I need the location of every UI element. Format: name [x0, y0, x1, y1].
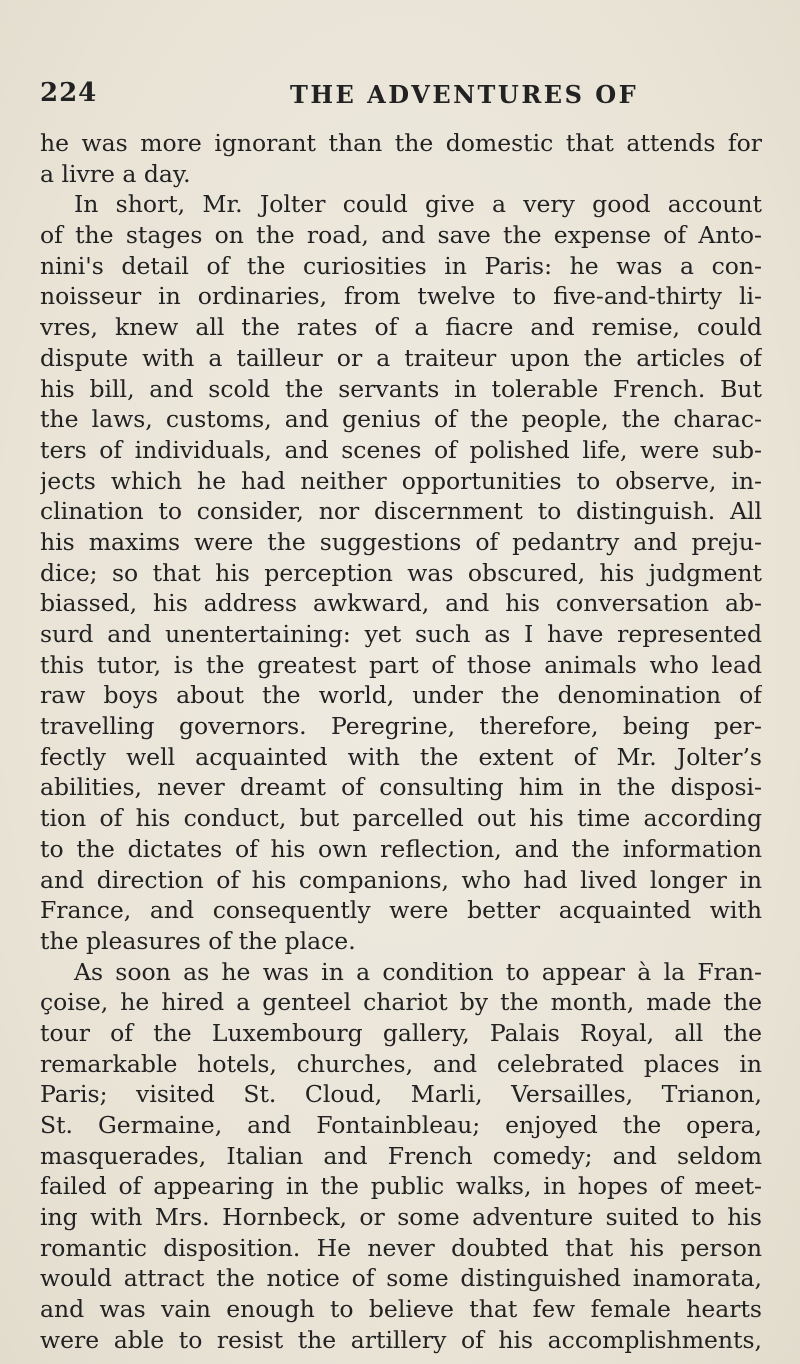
text-line: çoise, he hired a genteel chariot by the month, made the — [40, 988, 762, 1017]
text-line: dice; so that his perception was obscured, his judgment — [40, 558, 762, 587]
text-line: travelling governors. Peregrine, therefore, being per- — [40, 712, 762, 741]
text-line: would attract the notice of some distinguished inamorata, — [40, 1264, 762, 1293]
text-line: remarkable hotels, churches, and celebrated places in — [40, 1049, 762, 1078]
text-line: biassed, his address awkward, and his conversation ab- — [40, 589, 762, 618]
text-line: noisseur in ordinaries, from twelve to five-and-thirty li- — [40, 282, 762, 311]
text-line: and direction of his companions, who had lived longer in — [40, 865, 762, 894]
text-line: romantic disposition. He never doubted that his person — [40, 1233, 762, 1262]
text-line: a livre a day. — [40, 159, 191, 188]
text-line: masquerades, Italian and French comedy; and seldom — [40, 1141, 762, 1170]
text-line: were able to resist the artillery of his accomplishments, — [40, 1325, 762, 1354]
text-line: tour of the Luxembourg gallery, Palais Royal, all the — [40, 1018, 762, 1047]
text-line: his bill, and scold the servants in tolerable French. But — [40, 374, 762, 403]
text-line: St. Germaine, and Fontainbleau; enjoyed the opera, — [40, 1111, 762, 1139]
text-line: the laws, customs, and genius of the people, the charac- — [40, 405, 762, 434]
text-line: vres, knew all the rates of a fiacre and remise, could — [40, 313, 762, 342]
text-line: raw boys about the world, under the denomination of — [40, 681, 762, 710]
running-head: THE ADVENTURES OF — [290, 80, 639, 109]
text-line: abilities, never dreamt of consulting him in the disposi- — [40, 773, 762, 802]
text-line: and was vain enough to believe that few female hearts — [40, 1295, 762, 1324]
text-line: ing with Mrs. Hornbeck, or some adventure suited to his — [40, 1203, 762, 1232]
text-line: of the stages on the road, and save the expense of Anto- — [40, 221, 762, 250]
body-text — [40, 128, 762, 1356]
text-line: this tutor, is the greatest part of those animals who lead — [40, 650, 762, 679]
text-line: surd and unentertaining: yet such as I have represented — [40, 620, 762, 648]
page-header — [40, 78, 760, 118]
text-line: he was more ignorant than the domestic that attends for — [40, 129, 762, 157]
text-line: tion of his conduct, but parcelled out his time according — [40, 804, 762, 833]
text-line: failed of appearing in the public walks, in hopes of meet- — [40, 1172, 762, 1201]
text-line: clination to consider, nor discernment to distinguish. All — [40, 497, 762, 526]
text-line: France, and consequently were better acquainted with — [40, 896, 762, 925]
text-line: the pleasures of the place. — [40, 926, 356, 955]
text-line: his maxims were the suggestions of pedantry and preju- — [40, 527, 762, 556]
page-number: 224 — [40, 78, 98, 108]
text-line: jects which he had neither opportunities to observe, in- — [40, 466, 762, 495]
text-line: fectly well acquainted with the extent of Mr. Jolter’s — [40, 742, 762, 771]
text-line: ters of individuals, and scenes of polished life, were sub- — [40, 435, 762, 464]
text-line: As soon as he was in a condition to appear à la Fran- — [74, 957, 762, 986]
text-line: In short, Mr. Jolter could give a very good account — [74, 190, 762, 219]
text-line: dispute with a tailleur or a traiteur upon the articles of — [40, 343, 762, 372]
text-line: Paris; visited St. Cloud, Marli, Versailles, Trianon, — [40, 1080, 762, 1109]
text-line: nini's detail of the curiosities in Paris: he was a con- — [40, 251, 762, 280]
text-line: to the dictates of his own reflection, and the information — [40, 834, 762, 863]
